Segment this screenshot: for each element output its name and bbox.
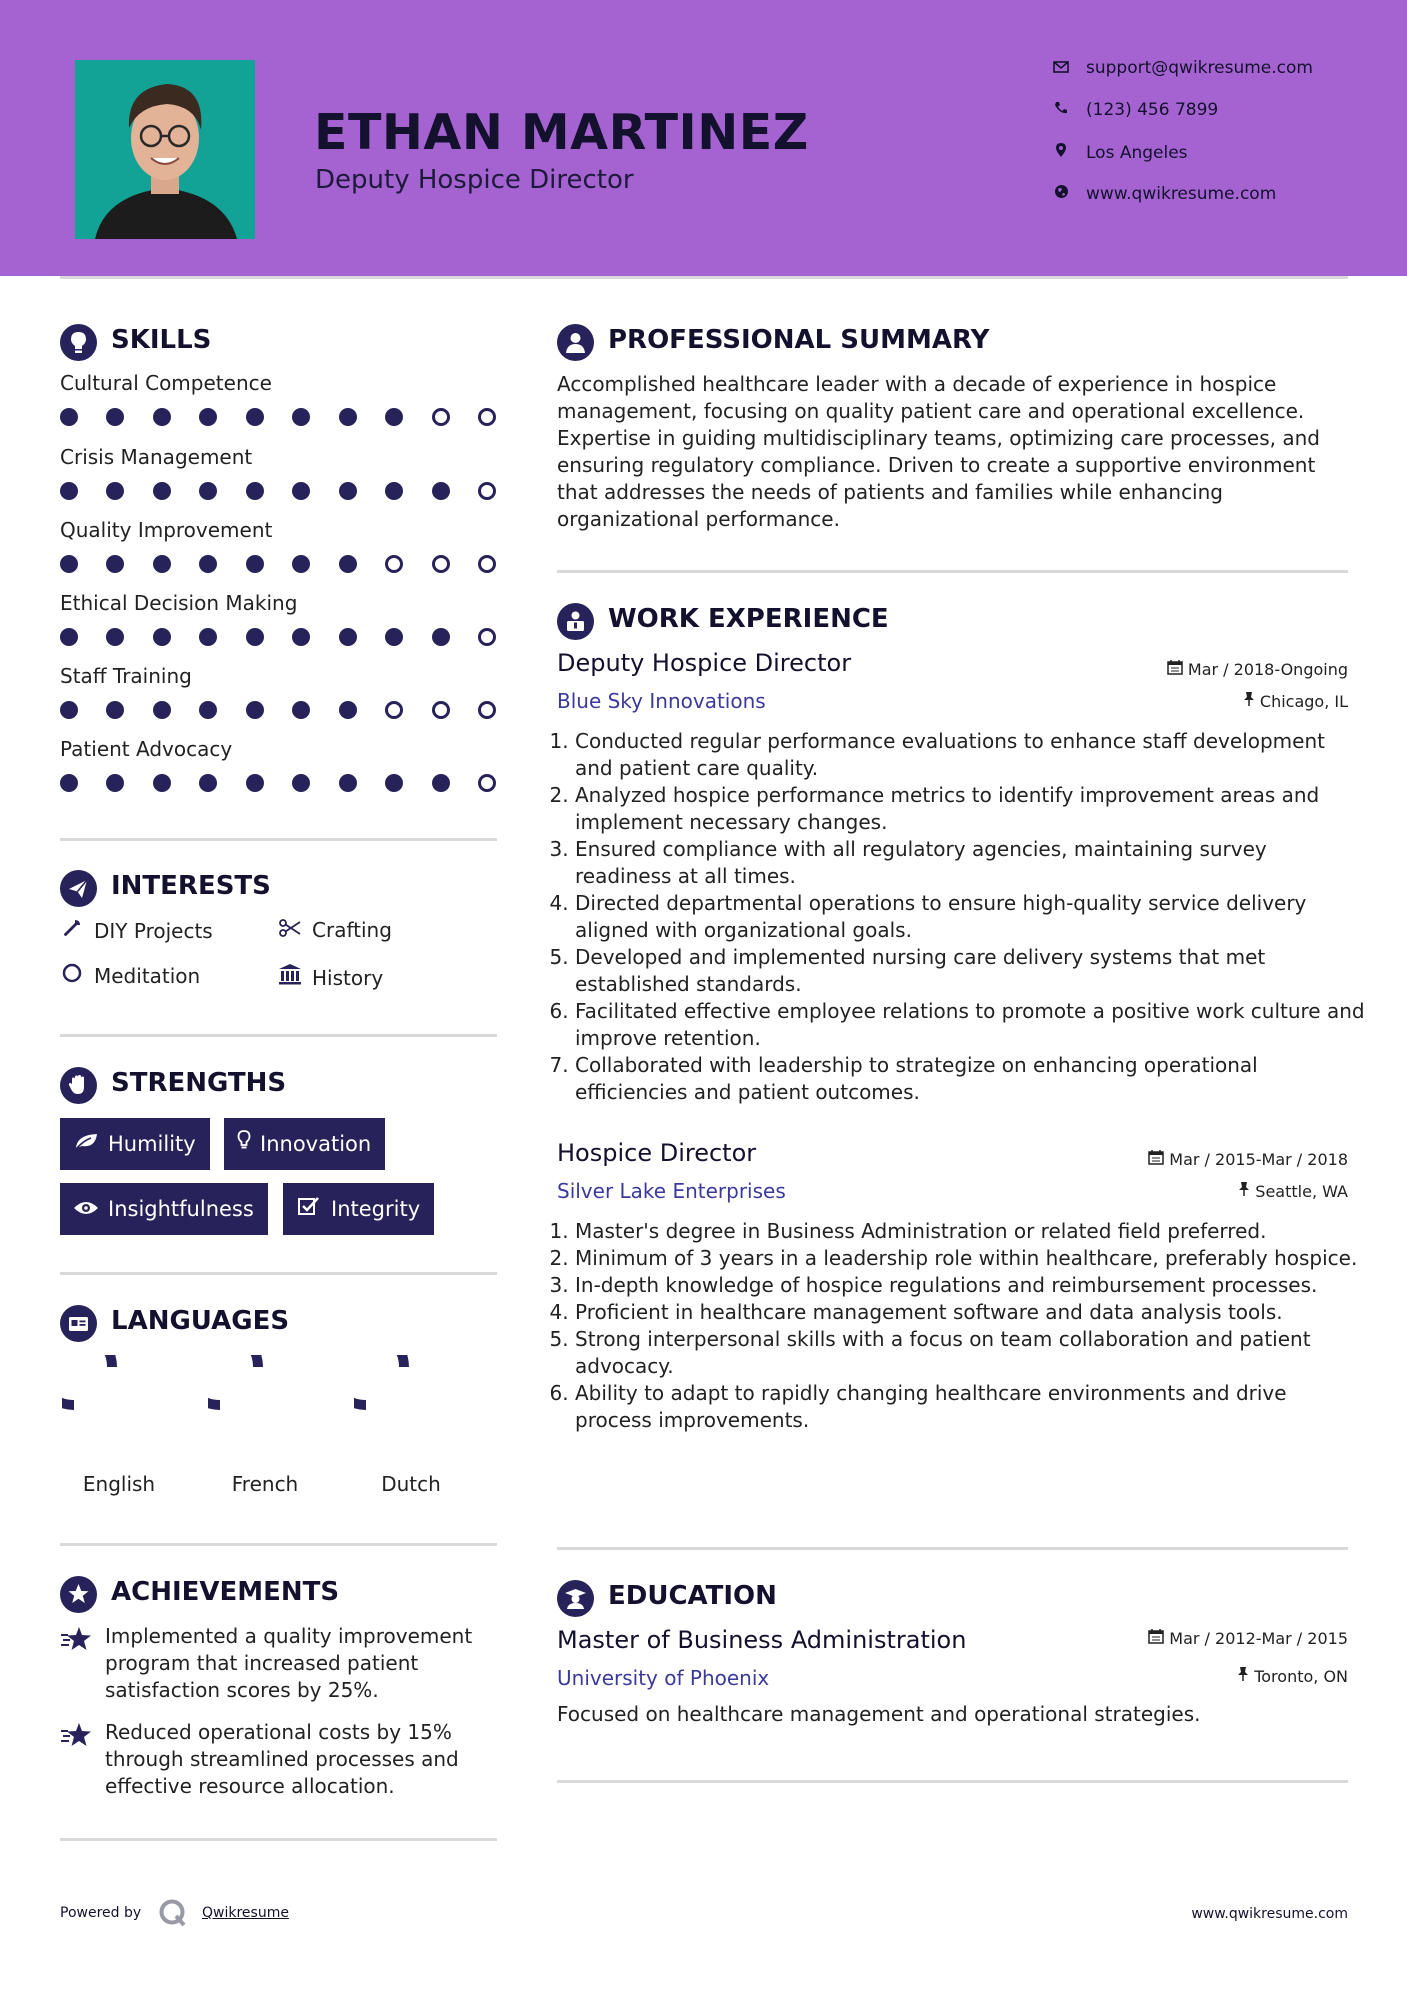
checkbox-icon [295, 1183, 323, 1235]
job-location-text: Chicago, IL [1259, 692, 1348, 711]
skill-rating-dot [199, 555, 217, 573]
contact-email[interactable] [1050, 58, 1313, 78]
skill-rating-dot [385, 555, 403, 573]
skill-rating-dot [199, 701, 217, 719]
skill-rating-dot [432, 482, 450, 500]
interests-divider [60, 1034, 497, 1037]
skill-rating-dot [339, 628, 357, 646]
strength-tag-innovation [224, 1118, 385, 1170]
strength-tag-insightfulness [60, 1183, 268, 1235]
language-name: French [231, 1472, 299, 1496]
skill-rating-dot [60, 628, 78, 646]
interest-label: DIY Projects [94, 919, 213, 943]
header-banner [0, 0, 1407, 276]
summary-text: Accomplished healthcare leader with a decade of experience in hospice management, focusing on quality patient care and operational excellence. Expertise in guiding multidisciplinary teams, optimizing care processes, and ensuring regulatory compliance. Driven to create a supportive environment that addresses the needs of patients and families while enhancing organizational performance. [557, 372, 1320, 531]
skill-rating-dot [60, 774, 78, 792]
job-dates [1167, 659, 1348, 679]
skill-rating-dot [106, 555, 124, 573]
job-location [1243, 691, 1348, 711]
calendar-icon [1148, 1629, 1164, 1648]
skill-rating-dot [292, 701, 310, 719]
interest-meditation [60, 963, 200, 988]
skill-rating-dot [199, 774, 217, 792]
strength-label: Integrity [331, 1197, 421, 1221]
skill-rating-dot [478, 555, 496, 573]
strength-tag-integrity [283, 1183, 434, 1235]
achievements-divider [60, 1838, 497, 1841]
qwikresume-logo-icon [158, 1898, 188, 1932]
skill-rating-dot [478, 701, 496, 719]
education-heading: EDUCATION [608, 1581, 777, 1611]
header-divider [60, 276, 1348, 279]
skill-rating-dot [199, 408, 217, 426]
strengths-divider [60, 1272, 497, 1275]
job-company[interactable]: Silver Lake Enterprises [557, 1179, 786, 1203]
skill-rating-dot [292, 628, 310, 646]
summary-divider [557, 570, 1348, 573]
skill-rating-dot [339, 774, 357, 792]
job-dates-text: Mar / 2015-Mar / 2018 [1169, 1150, 1348, 1169]
duty-item: 1. Master's degree in Business Administration or related field preferred. [575, 1218, 1365, 1245]
experience-heading: WORK EXPERIENCE [608, 604, 889, 634]
duty-item: 6. Ability to adapt to rapidly changing healthcare environments and drive process improvements. [575, 1380, 1365, 1434]
star-badge-icon [60, 1576, 97, 1613]
job-location [1238, 1181, 1348, 1201]
skill-rating-dot [385, 482, 403, 500]
skill-rating-dot [246, 555, 264, 573]
briefcase-icon [557, 603, 594, 640]
degree-title: Master of Business Administration [557, 1626, 967, 1654]
skill-rating-dot [478, 628, 496, 646]
skill-rating-dot [432, 408, 450, 426]
skill-rating-dot [60, 482, 78, 500]
job-duties [557, 728, 1365, 1106]
calendar-icon [1167, 660, 1183, 679]
languages-divider [60, 1543, 497, 1546]
phone-icon [1050, 100, 1072, 120]
scissors-icon [278, 918, 302, 942]
duty-item: 3. Ensured compliance with all regulatory agencies, maintaining survey readiness at all times. [575, 836, 1365, 890]
duty-item: 6. Facilitated effective employee relations to promote a positive work culture and improve retention. [575, 998, 1365, 1052]
strengths-heading: STRENGTHS [111, 1068, 287, 1098]
skill-rating-dot [106, 774, 124, 792]
skill-name: Crisis Management [60, 445, 253, 469]
skill-rating-dot [153, 482, 171, 500]
skill-rating-dot [478, 774, 496, 792]
language-gauge-arc [354, 1355, 404, 1405]
skill-name: Staff Training [60, 664, 192, 688]
skill-rating-dot [199, 482, 217, 500]
language-gauge [208, 1355, 308, 1455]
interest-label: Crafting [312, 918, 392, 942]
contact-location [1050, 142, 1188, 163]
skill-name: Cultural Competence [60, 371, 272, 395]
job-company[interactable]: Blue Sky Innovations [557, 689, 766, 713]
strength-label: Insightfulness [108, 1197, 254, 1221]
qwikresume-link[interactable]: Qwikresume [202, 1905, 289, 1921]
star-icon [60, 1626, 92, 1656]
interest-history [278, 963, 383, 990]
lightbulb-icon [236, 1118, 252, 1170]
language-gauge [354, 1355, 454, 1455]
skill-rating-dot [432, 701, 450, 719]
job-location-text: Seattle, WA [1255, 1182, 1348, 1201]
interest-diy-projects [60, 918, 213, 943]
skill-rating-dot [339, 408, 357, 426]
skill-rating-dot [106, 628, 124, 646]
skill-rating-dot [385, 774, 403, 792]
duty-item: 2. Minimum of 3 years in a leadership role within healthcare, preferably hospice. [575, 1245, 1365, 1272]
achievement-item: Reduced operational costs by 15% through streamlined processes and effective resource allocation. [105, 1720, 459, 1798]
skills-divider [60, 838, 497, 841]
id-card-icon [60, 1305, 97, 1342]
education-description: Focused on healthcare management and operational strategies. [557, 1702, 1201, 1726]
skill-rating-dot [432, 555, 450, 573]
skill-rating-dot [246, 408, 264, 426]
interest-crafting [278, 918, 392, 942]
pushpin-icon [1237, 1667, 1249, 1686]
language-name: Dutch [381, 1472, 441, 1496]
skill-rating-dot [292, 555, 310, 573]
contact-phone[interactable] [1050, 100, 1218, 120]
duty-item: 2. Analyzed hospice performance metrics to identify improvement areas and implement necessary changes. [575, 782, 1365, 836]
skill-rating-dot [246, 482, 264, 500]
mail-icon [1050, 58, 1072, 78]
interest-label: Meditation [94, 964, 201, 988]
skill-rating-dot [478, 408, 496, 426]
skill-rating-dot [478, 482, 496, 500]
lightbulb-icon [60, 324, 97, 361]
school-name[interactable]: University of Phoenix [557, 1666, 770, 1690]
contact-phone-text: (123) 456 7899 [1086, 100, 1219, 120]
hand-icon [60, 1067, 97, 1104]
skill-rating-dot [199, 628, 217, 646]
duty-item: 5. Developed and implemented nursing care delivery systems that met established standards. [575, 944, 1365, 998]
profile-photo [75, 60, 255, 239]
skill-rating-dot [106, 701, 124, 719]
wrench-icon [60, 918, 84, 943]
skill-rating-dot [339, 701, 357, 719]
pushpin-icon [1238, 1182, 1250, 1201]
skill-rating-dot [153, 555, 171, 573]
skill-rating-dot [292, 408, 310, 426]
skill-name: Ethical Decision Making [60, 591, 298, 615]
skill-rating-dot [106, 482, 124, 500]
skill-rating-dot [246, 701, 264, 719]
skill-rating-dot [292, 482, 310, 500]
skill-rating-dot [339, 482, 357, 500]
education-location-text: Toronto, ON [1254, 1667, 1348, 1686]
duty-item: 4. Proficient in healthcare management software and data analysis tools. [575, 1299, 1365, 1326]
experience-divider [557, 1547, 1348, 1550]
user-icon [557, 324, 594, 361]
contact-website[interactable] [1050, 184, 1276, 204]
skill-name: Patient Advocacy [60, 737, 233, 761]
skill-rating-dot [153, 408, 171, 426]
summary-heading: PROFESSIONAL SUMMARY [608, 325, 990, 355]
skill-rating-dot [432, 628, 450, 646]
contact-website-text: www.qwikresume.com [1086, 184, 1277, 204]
skill-rating-dot [432, 774, 450, 792]
candidate-name: ETHAN MARTINEZ [314, 104, 809, 161]
leaf-icon [72, 1118, 100, 1170]
footer-website[interactable]: www.qwikresume.com [1191, 1906, 1348, 1922]
star-icon [60, 1722, 92, 1752]
strength-tag-humility [60, 1118, 210, 1170]
eye-icon [72, 1183, 100, 1235]
duty-item: 1. Conducted regular performance evaluations to enhance staff development and patient care quality. [575, 728, 1365, 782]
skill-rating-dot [385, 628, 403, 646]
skill-rating-dot [246, 774, 264, 792]
skill-rating-dot [246, 628, 264, 646]
skills-heading: SKILLS [111, 325, 212, 355]
job-duties [557, 1218, 1365, 1434]
calendar-icon [1148, 1150, 1164, 1169]
language-name: English [82, 1472, 156, 1496]
skill-rating-dot [153, 774, 171, 792]
skill-rating-dot [385, 701, 403, 719]
job-title: Hospice Director [557, 1139, 757, 1167]
job-dates [1148, 1149, 1348, 1169]
job-title: Deputy Hospice Director [557, 649, 852, 677]
paper-plane-icon [60, 870, 97, 907]
language-gauge-arc [208, 1355, 258, 1405]
museum-icon [278, 963, 302, 990]
language-gauge [62, 1355, 162, 1455]
skill-rating-dot [106, 408, 124, 426]
languages-heading: LANGUAGES [111, 1306, 290, 1336]
skill-name: Quality Improvement [60, 518, 273, 542]
skill-rating-dot [292, 774, 310, 792]
achievement-item: Implemented a quality improvement program that increased patient satisfaction scores by 25%. [105, 1624, 473, 1702]
contact-location-text: Los Angeles [1086, 143, 1188, 163]
education-dates-text: Mar / 2012-Mar / 2015 [1169, 1629, 1348, 1648]
strength-label: Humility [108, 1132, 196, 1156]
globe-icon [1050, 184, 1072, 204]
candidate-title: Deputy Hospice Director [315, 165, 634, 195]
circle-icon [60, 963, 84, 988]
education-location [1237, 1666, 1348, 1686]
strength-label: Innovation [260, 1132, 372, 1156]
skill-rating-dot [60, 555, 78, 573]
map-pin-icon [1050, 142, 1072, 163]
skill-rating-dot [60, 408, 78, 426]
education-divider [557, 1780, 1348, 1783]
skill-rating-dot [385, 408, 403, 426]
skill-rating-dot [60, 701, 78, 719]
graduate-icon [557, 1580, 594, 1617]
duty-item: 7. Collaborated with leadership to strategize on enhancing operational efficiencies and patient outcomes. [575, 1052, 1365, 1106]
language-gauge-arc [62, 1355, 112, 1405]
interests-heading: INTERESTS [111, 871, 271, 901]
interest-label: History [312, 966, 384, 990]
powered-by-label: Powered by [60, 1905, 142, 1921]
achievements-heading: ACHIEVEMENTS [111, 1577, 340, 1607]
duty-item: 5. Strong interpersonal skills with a focus on team collaboration and patient advocacy. [575, 1326, 1365, 1380]
contact-email-text: support@qwikresume.com [1086, 58, 1313, 78]
skill-rating-dot [153, 628, 171, 646]
skill-rating-dot [153, 701, 171, 719]
duty-item: 4. Directed departmental operations to ensure high-quality service delivery aligned with organizational goals. [575, 890, 1365, 944]
skill-rating-dot [339, 555, 357, 573]
education-dates [1148, 1628, 1348, 1648]
duty-item: 3. In-depth knowledge of hospice regulations and reimbursement processes. [575, 1272, 1365, 1299]
job-dates-text: Mar / 2018-Ongoing [1187, 660, 1348, 679]
pushpin-icon [1243, 692, 1255, 711]
